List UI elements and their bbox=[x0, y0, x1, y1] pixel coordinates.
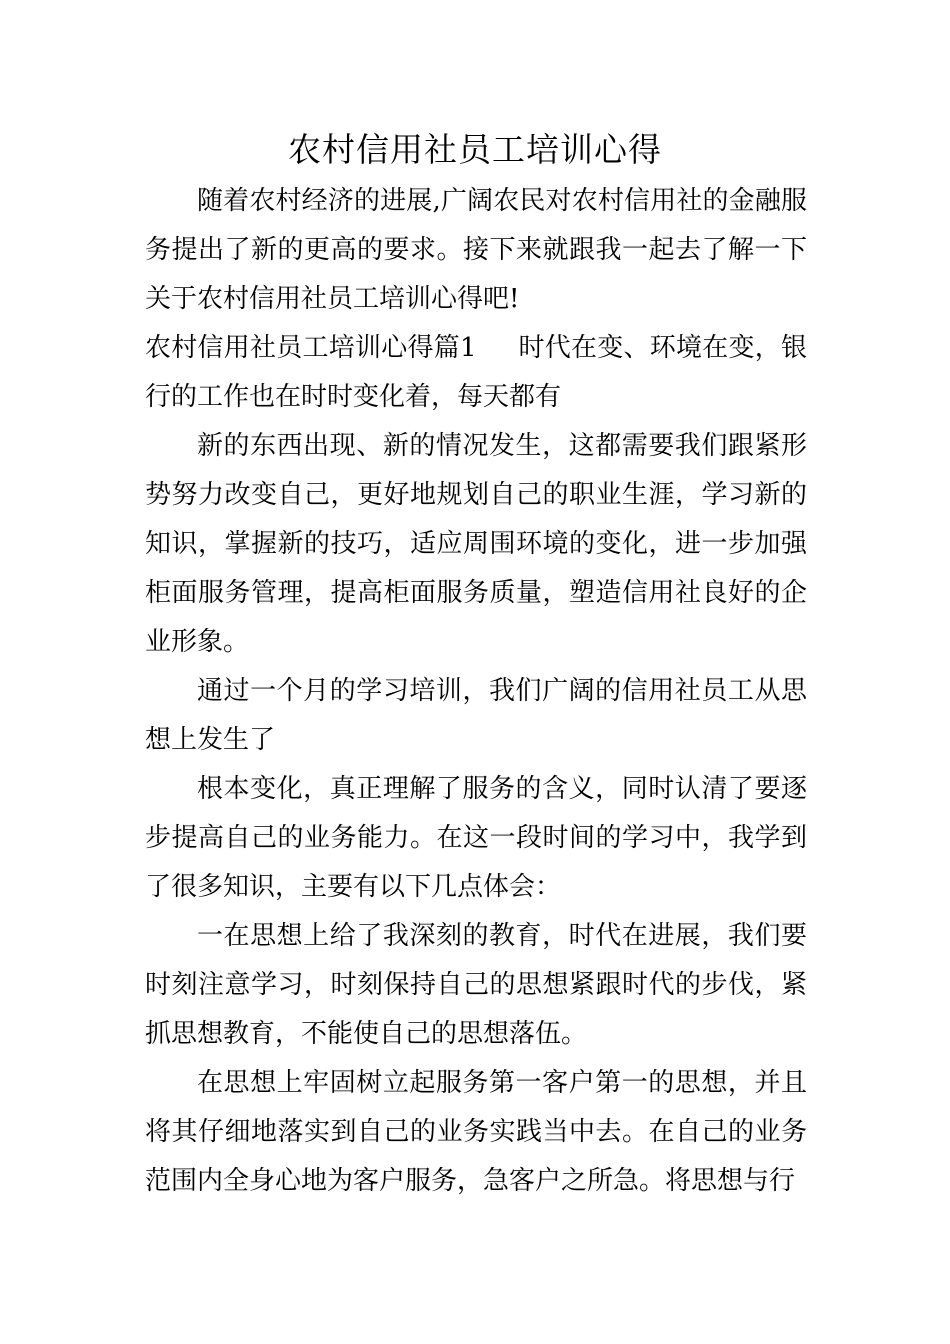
document-title: 农村信用社员工培训心得 bbox=[288, 130, 662, 169]
paragraph-2: 新的东西出现、新的情况发生，这都需要我们跟紧形势努力改变自己，更好地规划自己的职业生涯，学习新的知识，掌握新的技巧，适应周围环境的变化，进一步加强柜面服务管理，提高柜面服务质量，塑造信用社良好的企业形象。 bbox=[145, 431, 807, 657]
paragraph-6: 在思想上牢固树立起服务第一客户第一的思想，并且将其仔细地落实到自己的业务实践当中去。在自己的业务范围内全身心地为客户服务，急客户之所急。将思想与行 bbox=[145, 1068, 807, 1196]
paragraph-5: 一在思想上给了我深刻的教育，时代在进展，我们要时刻注意学习，时刻保持自己的思想紧跟时代的步伐，紧抓思想教育，不能使自己的思想落伍。 bbox=[145, 921, 807, 1049]
paragraph-4: 根本变化，真正理解了服务的含义，同时认清了要逐步提高自己的业务能力。在这一段时间的学习中，我学到了很多知识，主要有以下几点体会： bbox=[145, 774, 807, 902]
paragraph-3: 通过一个月的学习培训，我们广阔的信用社员工从思想上发生了 bbox=[145, 676, 807, 755]
paragraph-intro: 随着农村经济的进展,广阔农民对农村信用社的金融服务提出了新的更高的要求。接下来就跟我一起去了解一下关于农村信用社员工培训心得吧! bbox=[145, 186, 807, 314]
paragraph-section-1 bbox=[145, 324, 807, 422]
document-body bbox=[145, 177, 807, 1206]
paragraph-text: 时代在变、环境在变，银行的工作也在时时变化着，每天都有 bbox=[145, 333, 807, 412]
section-heading: 农村信用社员工培训心得篇1 bbox=[145, 333, 477, 363]
